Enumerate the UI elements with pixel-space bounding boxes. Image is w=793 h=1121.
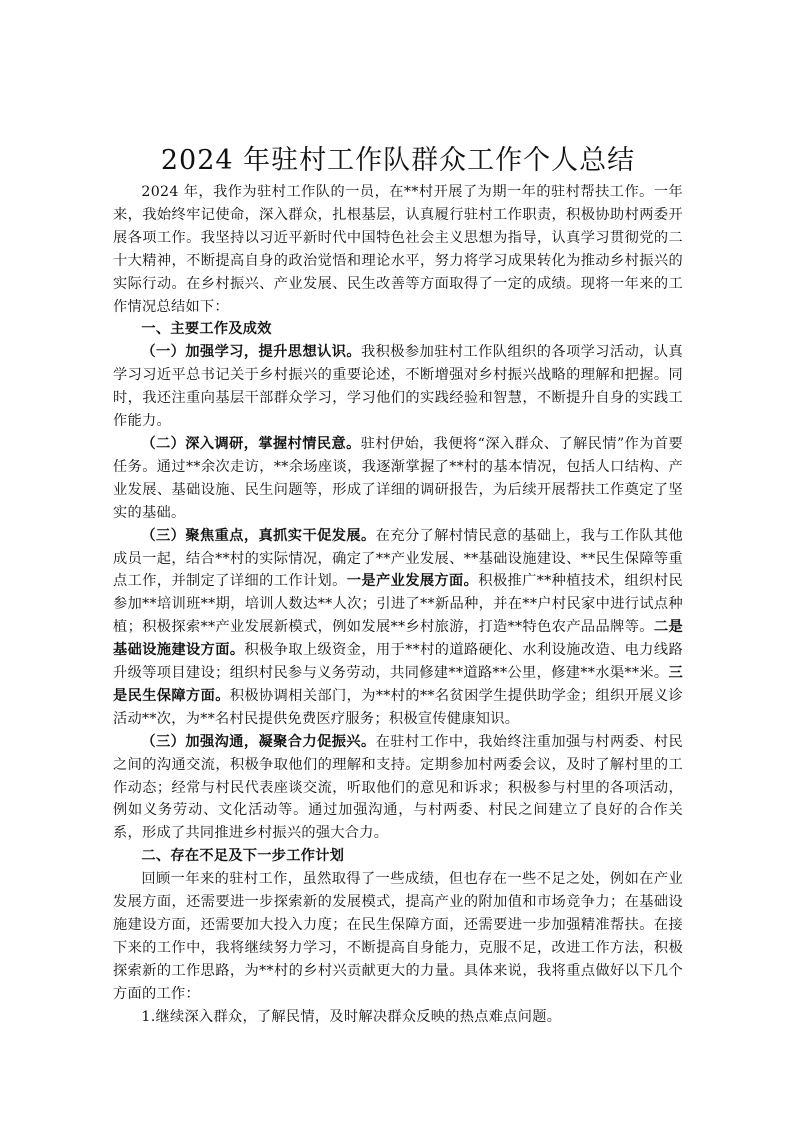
- body-strengthen-learning: 我积极参加驻村工作队组织的各项学习活动，认真学习习近平总书记关于乡村振兴的重要论述，不断增强对乡村振兴战略的理解和把握。同时，我还注重向基层干部群众学习，学习他们的实践经验和智慧，不断提升自身的实践工作能力。: [113, 344, 683, 430]
- body-research: 驻村伊始，我便将“深入群众、了解民情”作为首要任务。通过**余次走访，**余场座谈，我逐渐掌握了**村的基本情况，包括人口结构、产业发展、基础设施、民生问题等，形成了详细的调研报告，为后续开展帮扶工作奠定了坚实的基础。: [113, 435, 683, 521]
- body-communication: 在驻村工作中，我始终注重加强与村两委、村民之间的沟通交流，积极争取他们的理解和支持。定期参加村两委会议，及时了解村里的工作动态；经常与村民代表座谈交流，听取他们的意见和诉求；积极参与村里的各项活动，例如义务劳动、文化活动等。通过加强沟通，与村两委、村民之间建立了良好的合作关系，形成了共同推进乡村振兴的强大合力。: [113, 733, 683, 842]
- paragraph-communication: [113, 731, 683, 846]
- paragraph-research: [113, 433, 683, 525]
- section-heading-main-work: 一、主要工作及成效: [141, 321, 272, 338]
- body-industry: 积极推广**种植技术，组织村民参加**培训班**期，培训人数达**人次；引进了**新品种，并在**户村民家中进行试点种植；积极探索**产业发展新模式，例如发展**乡村旅游，打造**特色农产品品牌等。: [113, 573, 683, 636]
- body-focus-development: 在充分了解村情民意的基础上，我与工作队其他成员一起，结合**村的实际情况，确定了**产业发展、**基础设施建设、**民生保障等重点工作，并制定了详细的工作计划。: [113, 527, 683, 590]
- paragraph-focus-development: [113, 525, 683, 731]
- subheading-livelihood: 三是民生保障方面。: [113, 665, 683, 704]
- document-title: 2024 年驻村工作队群众工作个人总结: [160, 145, 636, 176]
- subheading-focus-development: （三）聚焦重点，真抓实干促发展。: [141, 527, 376, 544]
- plan-item-1: 1.继续深入群众，了解民情，及时解决群众反映的热点难点问题。: [141, 1008, 562, 1025]
- subheading-strengthen-learning: （一）加强学习，提升思想认识。: [141, 344, 362, 361]
- subheading-research: （二）深入调研，掌握村情民意。: [141, 435, 361, 452]
- section-heading-shortcomings: 二、存在不足及下一步工作计划: [141, 848, 345, 865]
- paragraph-review: 回顾一年来的驻村工作，虽然取得了一些成绩，但也存在一些不足之处，例如在产业发展方面，还需要进一步探索新的发展模式，提高产业的附加值和市场竞争力；在基础设施建设方面，还需要加大投入力度；在民生保障方面，还需要进一步加强精准帮扶。在接下来的工作中，我将继续努力学习，不断提高自身能力，克服不足，改进工作方法，积极探索新的工作思路，为**村的乡村兴贡献更大的力量。具体来说，我将重点做好以下几个方面的工作：: [113, 871, 683, 1002]
- subheading-communication: （三）加强沟通，凝聚合力促振兴。: [141, 733, 376, 750]
- body-infrastructure: 积极争取上级资金，用于**村的道路硬化、水利设施改造、电力线路升级等项目建设；组织村民参与义务劳动，共同修建**道路**公里，修建**水渠**米。: [113, 642, 683, 682]
- intro-paragraph: 2024 年，我作为驻村工作队的一员，在**村开展了为期一年的驻村帮扶工作。一年来，我始终牢记使命，深入群众，扎根基层，认真履行驻村工作职责，积极协助村两委开展各项工作。我坚持以习近平新时代中国特色社会主义思想为指导，认真学习贯彻党的二十大精神，不断提高自身的政治觉悟和理论水平，努力将学习成果转化为推动乡村振兴的实际行动。在乡村振兴、产业发展、民生改善等方面取得了一定的成绩。现将一年来的工作情况总结如下：: [113, 184, 683, 315]
- subheading-industry: 一是产业发展方面。: [346, 573, 479, 590]
- subheading-infrastructure: 二是基础设施建设方面。: [113, 619, 683, 659]
- paragraph-strengthen-learning: [113, 341, 683, 433]
- document-body: [113, 144, 683, 1029]
- body-livelihood: 积极协调相关部门，为**村的**名贫困学生提供助学金；组织开展义诊活动**次，为**名村民提供免费医疗服务；积极宣传健康知识。: [113, 687, 683, 727]
